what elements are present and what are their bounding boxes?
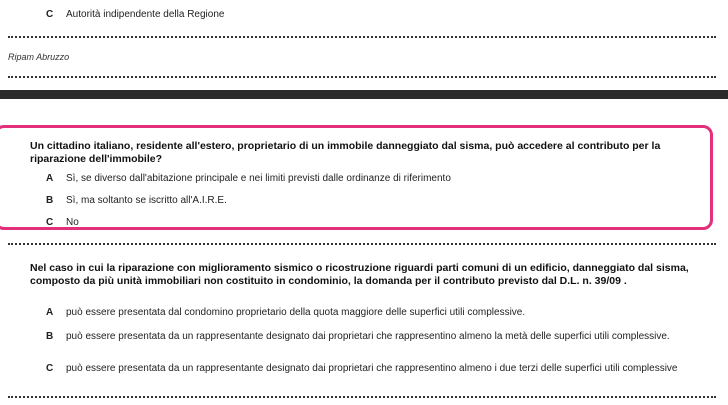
dotted-separator	[8, 243, 716, 245]
dotted-separator	[8, 36, 716, 38]
question-2-option-a	[46, 306, 706, 319]
option-letter: B	[46, 331, 54, 342]
option-letter: A	[46, 307, 54, 318]
option-text: Sì, ma soltanto se iscritto all'A.I.R.E.	[66, 195, 227, 206]
option-letter: A	[46, 173, 54, 184]
option-letter: C	[46, 9, 54, 20]
previous-option-c	[46, 8, 646, 21]
question-1-option-a	[46, 172, 696, 185]
option-text: può essere presentata da un rappresentante designato dai proprietari che rappresentino almeno la metà delle superfici utili complessive.	[66, 331, 670, 342]
source-label: Ripam Abruzzo	[8, 52, 70, 62]
option-text: può essere presentata da un rappresentante designato dai proprietari che rappresentino almeno i due terzi delle superfici utili complessive	[66, 363, 678, 374]
option-letter: B	[46, 195, 54, 206]
option-text: Autorità indipendente della Regione	[66, 9, 225, 20]
option-text: Sì, se diverso dall'abitazione principale e nei limiti previsti dalle ordinanze di riferimento	[66, 173, 451, 184]
dotted-separator	[8, 396, 716, 398]
question-2-option-b	[46, 330, 706, 343]
question-1-text: Un cittadino italiano, residente all'estero, proprietario di un immobile danneggiato dal sisma, può accedere al contributo per la riparazione dell'immobile?	[30, 140, 661, 165]
question-2-text: Nel caso in cui la riparazione con miglioramento sismico o ricostruzione riguardi parti comuni di un edificio, danneggiato dal sisma, composto da più unità immobiliari non costituito in condominio, la domanda per il contributo previsto dal D.L. n. 39/09 .	[30, 262, 689, 287]
option-letter: C	[46, 217, 54, 228]
question-2-option-c	[46, 362, 706, 375]
section-divider-bar	[0, 90, 728, 99]
question-1-option-b	[46, 194, 696, 207]
option-text: può essere presentata dal condomino proprietario della quota maggiore delle superfici utili complessive.	[66, 307, 526, 318]
question-1-option-c	[46, 216, 696, 229]
dotted-separator	[8, 76, 716, 78]
option-text: No	[66, 217, 79, 228]
option-letter: C	[46, 363, 54, 374]
